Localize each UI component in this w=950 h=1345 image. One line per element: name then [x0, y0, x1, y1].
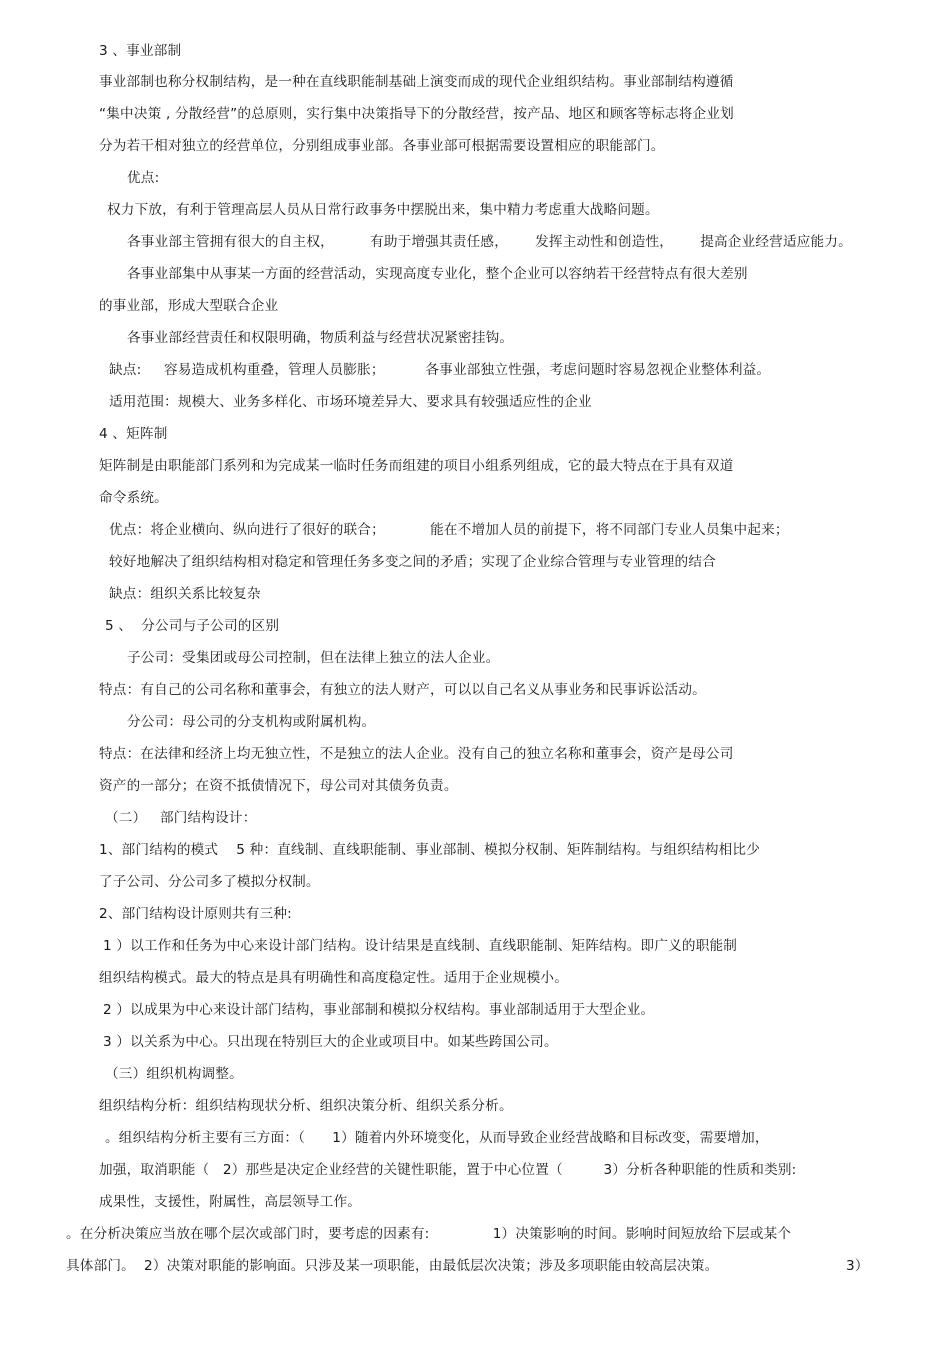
paragraph-line: 分为若干相对独立的经营单位，分别组成事业部。各事业部可根据需要设置相应的职能部门。: [99, 138, 665, 154]
paragraph-line: 各事业部集中从事某一方面的经营活动，实现高度专业化，整个企业可以容纳若干经营特点有很大差别: [127, 266, 748, 282]
list-item: 2 ）以成果为中心来设计部门结构，事业部制和模拟分权结构。事业部制适用于大型企业。: [103, 1002, 655, 1018]
paragraph-line: 加强，取消职能（ 2）那些是决定企业经营的关键性职能，置于中心位置（ 3）分析各种职能的性质和类别:: [99, 1162, 797, 1178]
section-heading-org-adjustment: （三）组织机构调整。: [105, 1066, 243, 1082]
disadvantages-line: 缺点: 容易造成机构重叠，管理人员膨胀； 各事业部独立性强，考虑问题时容易忽视企业整体利益。: [109, 362, 771, 378]
section-heading-branch-subsidiary: 5 、 分公司与子公司的区别: [105, 618, 280, 634]
paragraph-line: 组织结构分析：组织结构现状分析、组织决策分析、组织关系分析。: [99, 1098, 513, 1114]
advantages-line: 优点：将企业横向、纵向进行了很好的联合； 能在不增加人员的前提下，将不同部门专业人员集中起来；: [109, 522, 789, 538]
paragraph-line: 较好地解决了组织结构相对稳定和管理任务多变之间的矛盾；实现了企业综合管理与专业管理的结合: [109, 554, 716, 570]
advantages-label: 优点:: [127, 170, 160, 186]
paragraph-line: 2、部门结构设计原则共有三种:: [99, 906, 292, 922]
paragraph-line: 了子公司、分公司多了模拟分权制。: [99, 874, 320, 890]
paragraph-line: 资产的一部分；在资不抵债情况下，母公司对其债务负责。: [99, 778, 458, 794]
paragraph-line: 特点：在法律和经济上均无独立性，不是独立的法人企业。没有自己的独立名称和董事会，资产是母公司: [99, 746, 734, 762]
section-heading-matrix: 4 、矩阵制: [99, 426, 168, 442]
paragraph-line: 各事业部经营责任和权限明确，物质利益与经营状况紧密挂钩。: [127, 330, 514, 346]
scope-line: 适用范围：规模大、业务多样化、市场环境差异大、要求具有较强适应性的企业: [109, 394, 592, 410]
section-heading-divisional: 3 、事业部制: [99, 43, 182, 59]
paragraph-line: 1、部门结构的模式 5 种：直线制、直线职能制、事业部制、模拟分权制、矩阵制结构。与组织结构相比少: [99, 842, 761, 858]
disadvantages-line: 缺点：组织关系比较复杂: [109, 586, 261, 602]
paragraph-line: 命令系统。: [99, 490, 168, 506]
paragraph-line: 。组织结构分析主要有三方面：（ 1）随着内外环境变化，从而导致企业经营战略和目标改变，需要增加，: [105, 1130, 769, 1146]
paragraph-line: 组织结构模式。最大的特点是具有明确性和高度稳定性。适用于企业规模小。: [99, 970, 568, 986]
paragraph-line-end: 3）: [846, 1258, 869, 1274]
paragraph-line: “集中决策 , 分散经营”的总原则，实行集中决策指导下的分散经营，按产品、地区和顾客等标志将企业划: [99, 106, 734, 122]
paragraph-line: 的事业部，形成大型联合企业: [99, 298, 279, 314]
list-item: 1 ）以工作和任务为中心来设计部门结构。设计结果是直线制、直线职能制、矩阵结构。即广义的职能制: [103, 938, 738, 954]
paragraph-line: 分公司：母公司的分支机构或附属机构。: [127, 714, 376, 730]
list-item: 3 ）以关系为中心。只出现在特别巨大的企业或项目中。如某些跨国公司。: [103, 1034, 558, 1050]
paragraph-line: 权力下放，有利于管理高层人员从日常行政事务中摆脱出来，集中精力考虑重大战略问题。: [107, 202, 659, 218]
section-heading-department-design: （二） 部门结构设计：: [105, 810, 257, 826]
paragraph-line: 矩阵制是由职能部门系列和为完成某一临时任务而组建的项目小组系列组成，它的最大特点在于具有双道: [99, 458, 734, 474]
paragraph-line: 事业部制也称分权制结构，是一种在直线职能制基础上演变而成的现代企业组织结构。事业部制结构遵循: [99, 74, 734, 90]
paragraph-line: 子公司：受集团或母公司控制，但在法律上独立的法人企业。: [127, 650, 500, 666]
paragraph-line: 。在分析决策应当放在哪个层次或部门时，要考虑的因素有: 1）决策影响的时间。影响时间短放给下层或某个: [66, 1226, 792, 1242]
paragraph-line: 各事业部主管拥有很大的自主权， 有助于增强其责任感， 发挥主动性和创造性， 提高企业经营适应能力。: [127, 234, 852, 250]
paragraph-line: 具体部门。 2）决策对职能的影响面。只涉及某一项职能，由最低层次决策；涉及多项职能由较高层决策。: [66, 1258, 719, 1274]
paragraph-line: 特点：有自己的公司名称和董事会，有独立的法人财产，可以以自己名义从事业务和民事诉讼活动。: [99, 682, 706, 698]
paragraph-line: 成果性，支援性，附属性，高层领导工作。: [99, 1194, 362, 1210]
